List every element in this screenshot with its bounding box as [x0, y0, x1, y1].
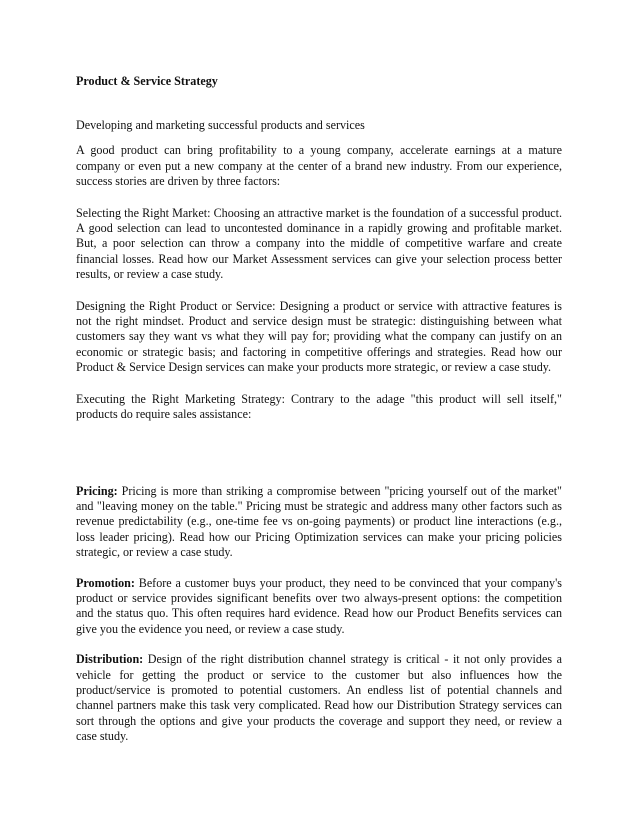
- pricing-label: Pricing:: [76, 483, 118, 498]
- pricing-paragraph: [76, 484, 562, 561]
- selecting-market-paragraph: Selecting the Right Market: Choosing an attractive market is the foundation of a successful product. A good selection can lead to uncontested dominance in a rapidly growing and profitable market. But, a poor selection can throw a company into the middle of competitive warfare and create financial losses. Read how our Market Assessment services can give your selection process better results, or review a case study.: [76, 205, 562, 282]
- promotion-paragraph: [76, 576, 562, 638]
- pricing-text: Pricing is more than striking a compromise between "pricing yourself out of the market" and "leaving money on the table." Pricing must be strategic and address many other factors such as revenue predictability (e.g., one-time fee vs on-going payments) or product line interactions (e.g., loss leader pricing). Read how our Pricing Optimization services can make your pricing policies strategic, or review a case study.: [76, 483, 562, 560]
- intro-paragraph: A good product can bring profitability to a young company, accelerate earnings at a mature company or even put a new company at the center of a brand new industry. From our experience, success stories are driven by three factors:: [76, 143, 562, 189]
- promotion-text: Before a customer buys your product, they need to be convinced that your company's product or service provides significant benefits over two always-present options: the competition and the status quo. This often requires hard evidence. Read how our Product Benefits services can give you the evidence you need, or review a case study.: [76, 575, 562, 636]
- distribution-paragraph: [76, 652, 562, 744]
- document-body: [76, 74, 562, 745]
- distribution-label: Distribution:: [76, 652, 144, 667]
- designing-product-paragraph: Designing the Right Product or Service: Designing a product or service with attractive features is not the right mindset. Product and service design must be strategic: distinguishing between what customers say they want vs what they will pay for; providing what the company can justify on an economic or strategic basis; and factoring in competitive offerings and strategies. Read how our Product & Service Design services can make your products more strategic, or review a case study.: [76, 298, 562, 375]
- executing-marketing-paragraph: Executing the Right Marketing Strategy: Contrary to the adage "this product will sell itself," products do require sales assistance:: [76, 391, 562, 422]
- document-subtitle: Developing and marketing successful products and services: [76, 118, 365, 132]
- document-title: Product & Service Strategy: [76, 74, 218, 88]
- promotion-label: Promotion:: [76, 575, 135, 590]
- distribution-text: Design of the right distribution channel strategy is critical - it not only provides a vehicle for getting the product or service to the customer but also influences how the product/service is promoted to potential customers. An endless list of potential channels and channel partners make this task very complicated. Read how our Distribution Strategy services can sort through the options and give your products the coverage and support they need, or review a case study.: [76, 652, 562, 744]
